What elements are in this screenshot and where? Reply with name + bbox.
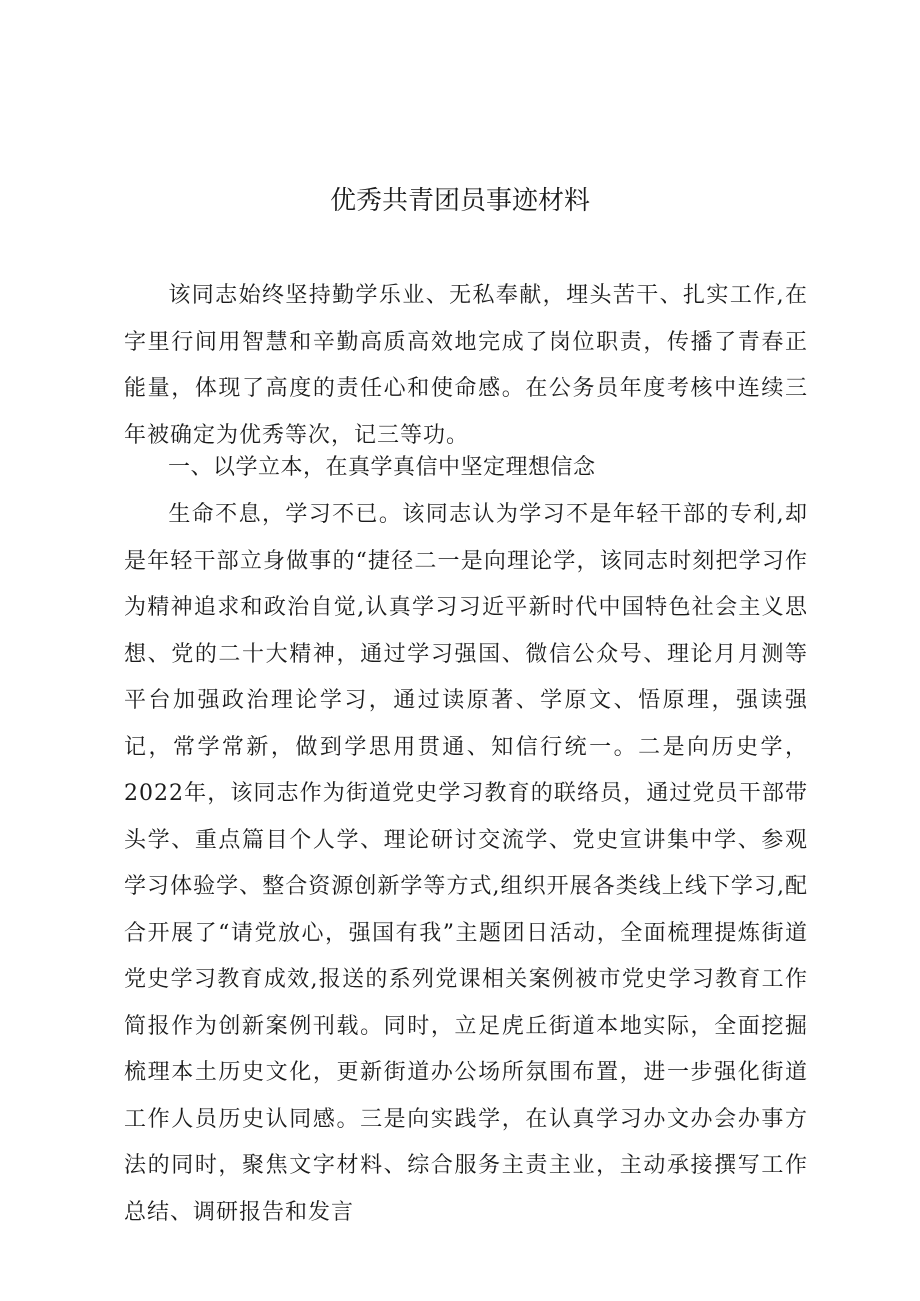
section-heading: 一、以学立本，在真学真信中坚定理想信念: [168, 455, 596, 480]
document-title: 优秀共青团员事迹材料: [329, 186, 590, 216]
section-text: 生命不息，学习不已。该同志认为学习不是年轻干部的专利,却是年轻干部立身做事的“捷径二一是向理论学，该同志时刻把学习作为精神追求和政治自觉,认真学习习近平新时代中国特色社会主义思想、党的二十大精神，通过学习强国、微信公众号、理论月月测等平台加强政治理论学习，通过读原著、学原文、悟原理，强读强记，常学常新，做到学思用贯通、知信行统一。二是向历史学，2022年，该同志作为街道党史学习教育的联络员，通过党员干部带头学、重点篇目个人学、理论研讨交流学、党史宣讲集中学、参观学习体验学、整合资源创新学等方式,组织开展各类线上线下学习,配合开展了“请党放心，强国有我”主题团日活动，全面梳理提炼街道党史学习教育成效,报送的系列党课相关案例被市党史学习教育工作简报作为创新案例刊载。同时，立足虎丘街道本地实际，全面挖掘梳理本土历史文化，更新街道办公场所氛围布置，进一步强化街道工作人员历史认同感。三是向实践学，在认真学习办文办会办事方法的同时，聚焦文字材料、综合服务主责主业，主动承接撰写工作总结、调研报告和发言: [124, 502, 808, 1225]
intro-paragraph: [124, 273, 808, 459]
section-paragraph: [124, 492, 808, 1236]
intro-text: 该同志始终坚持勤学乐业、无私奉献，埋头苦干、扎实工作,在字里行间用智慧和辛勤高质高效地完成了岗位职责，传播了青春正能量，体现了高度的责任心和使命感。在公务员年度考核中连续三年被确定为优秀等次，记三等功。: [124, 283, 808, 448]
